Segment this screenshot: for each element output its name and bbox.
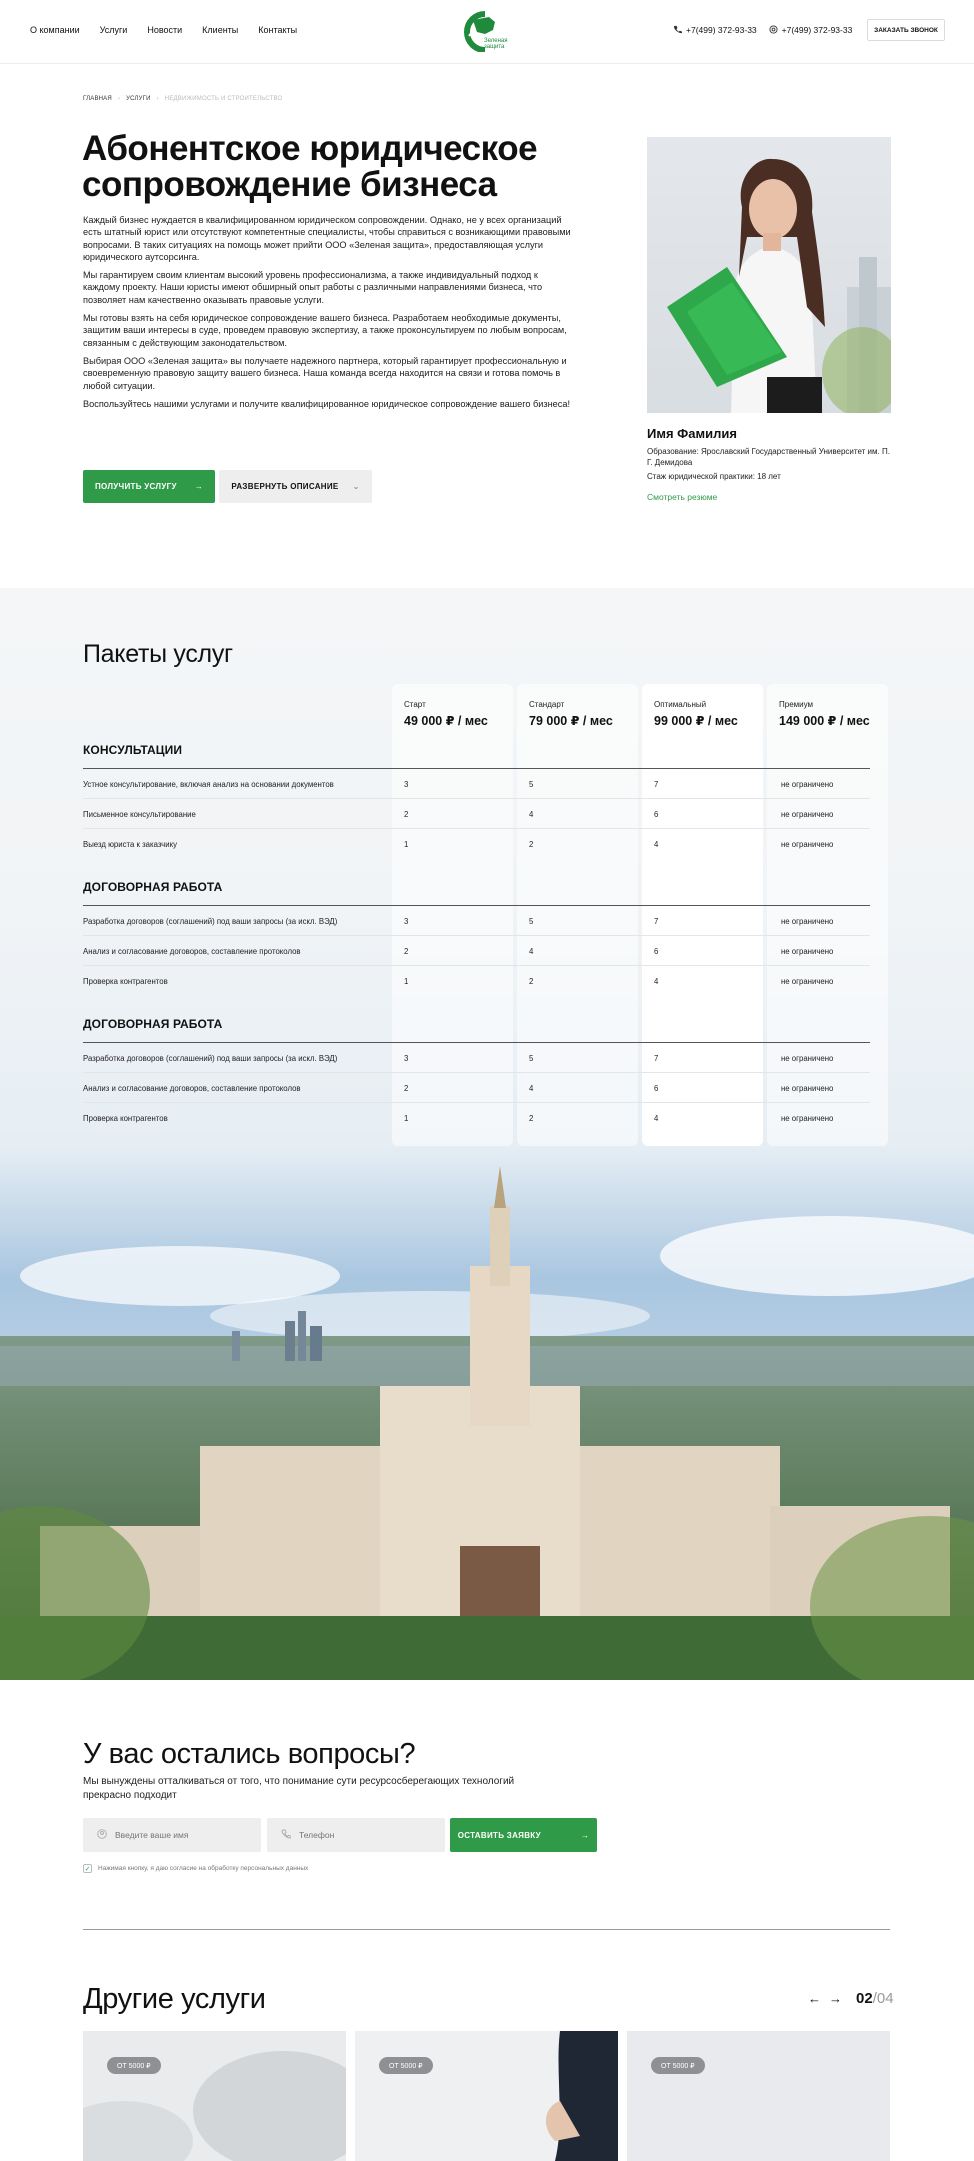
plan-header: [529, 700, 613, 728]
row-value: не ограничено: [781, 1114, 834, 1123]
specialist-portrait-image: [647, 137, 891, 413]
service-description: [83, 214, 573, 416]
table-row: [83, 1043, 870, 1073]
row-label: Анализ и согласование договоров, составление протоколов: [83, 947, 301, 956]
questions-title: У вас остались вопросы?: [83, 1738, 416, 1770]
row-value: не ограничено: [781, 917, 834, 926]
description-paragraph: Каждый бизнес нуждается в квалифицированном юридическом сопровождении. Однако, не у всех организаций есть штатный юрист или отсутствуют компетентные специалисты, чтобы справиться с возникающими правовыми вопросами. В таких ситуациях на помощь может прийти ООО «Зеленая защита», предоставляющая услуги юридического аутсорсинга.: [83, 215, 571, 262]
price-badge: ОТ 5000 ₽: [651, 2057, 705, 2074]
description-paragraph: Мы гарантируем своим клиентам высокий уровень профессионализма, а также индивидуальный подход к каждому проекту. Наши юристы имеют обширный опыт работы с различными направлениями бизнеса, что позволяет нам качественно оказывать правовые услуги.: [83, 270, 543, 305]
description-paragraph: Воспользуйтесь нашими услугами и получите квалифицированное юридическое сопровождение вашего бизнеса!: [83, 398, 571, 409]
page-title: Абонентское юридическое сопровождение бизнеса: [82, 129, 538, 204]
table-row: [83, 906, 870, 936]
row-label: Письменное консультирование: [83, 810, 196, 819]
expand-description-button[interactable]: [219, 470, 372, 503]
plan-price: 49 000 ₽ / мес: [404, 714, 488, 728]
row-value: 7: [654, 780, 659, 789]
service-card-image: [627, 2031, 890, 2161]
row-value: 2: [529, 840, 534, 849]
get-service-label: ПОЛУЧИТЬ УСЛУГУ: [94, 482, 177, 491]
consent-checkbox[interactable]: ✓: [84, 1865, 91, 1873]
row-value: 2: [529, 977, 534, 986]
carousel-pager: [808, 1990, 894, 2007]
row-label: Устное консультирование, включая анализ на основании документов: [83, 780, 334, 789]
row-value: 2: [404, 1084, 409, 1093]
arrow-right-icon: →: [580, 1830, 590, 1840]
order-call-button[interactable]: ЗАКАЗАТЬ ЗВОНОК: [867, 19, 945, 41]
arrow-right-icon[interactable]: →: [829, 1991, 842, 2006]
row-value: 3: [404, 1054, 409, 1063]
plan-header: [404, 700, 488, 728]
specialist-name: Имя Фамилия: [647, 426, 737, 441]
table-row: [83, 829, 870, 859]
specialist-education: Образование: Ярославский Государственный Университет им. П. Г. Демидова: [647, 447, 890, 467]
row-value: не ограничено: [781, 1084, 834, 1093]
phone-secondary-text: +7(499) 372-93-33: [781, 25, 853, 35]
logo-line-2: защита: [484, 44, 505, 50]
breadcrumb-home[interactable]: ГЛАВНАЯ: [83, 96, 112, 102]
row-value: 1: [404, 977, 409, 986]
row-value: 2: [404, 947, 409, 956]
phone-secondary[interactable]: [769, 25, 853, 35]
row-value: 2: [529, 1114, 534, 1123]
row-value: 1: [404, 1114, 409, 1123]
service-card-image: [83, 2031, 346, 2161]
row-value: не ограничено: [781, 780, 834, 789]
nav-news[interactable]: Новости: [147, 25, 183, 35]
consent-checkbox-row: [83, 1864, 308, 1873]
row-value: не ограничено: [781, 810, 834, 819]
specialist-info: [647, 446, 891, 482]
row-label: Разработка договоров (соглашений) под ваши запросы (за искл. ВЭД): [83, 917, 338, 926]
user-icon: [97, 1829, 107, 1841]
arrow-right-icon: →: [194, 482, 204, 491]
row-value: 2: [404, 810, 409, 819]
nav-contacts[interactable]: Контакты: [258, 25, 298, 35]
at-icon: [769, 25, 778, 34]
table-row: [83, 769, 870, 799]
plan-header: [654, 700, 738, 728]
row-value: 4: [654, 840, 659, 849]
row-value: 4: [654, 1114, 659, 1123]
breadcrumb-separator: ›: [117, 96, 121, 102]
logo-line-1: Зеленая: [484, 38, 508, 44]
pager-current: 02: [856, 1990, 873, 2007]
service-card[interactable]: [355, 2031, 618, 2161]
city-panorama-image: [0, 1146, 974, 1680]
table-row: [83, 1103, 870, 1133]
service-card-image: [355, 2031, 618, 2161]
row-value: 5: [529, 1054, 534, 1063]
packages-title: Пакеты услуг: [83, 640, 233, 668]
description-paragraph: Выбирая ООО «Зеленая защита» вы получаете надежного партнера, который гарантирует профессиональную и своевременную правовую защиту вашего бизнеса. Наша команда всегда находится на связи и готова помочь в любой ситуации.: [83, 355, 567, 391]
section-title: ДОГОВОРНАЯ РАБОТА: [83, 880, 223, 894]
get-service-button[interactable]: [83, 470, 215, 503]
plan-price: 149 000 ₽ / мес: [779, 714, 870, 728]
plan-name: Стандарт: [529, 700, 565, 709]
plan-price: 79 000 ₽ / мес: [529, 714, 613, 728]
row-value: 4: [529, 947, 534, 956]
plan-header: [779, 700, 870, 728]
price-badge: ОТ 5000 ₽: [107, 2057, 161, 2074]
name-input[interactable]: [115, 1830, 245, 1840]
row-value: 6: [654, 810, 659, 819]
chevron-down-icon: ⌄: [352, 482, 360, 491]
other-services-title: Другие услуги: [83, 1983, 266, 2015]
breadcrumb-separator: ›: [156, 96, 159, 102]
plan-name: Старт: [404, 700, 426, 709]
row-value: 7: [654, 917, 659, 926]
phone-icon: [281, 1829, 291, 1841]
row-value: 4: [529, 810, 534, 819]
service-card[interactable]: [627, 2031, 890, 2161]
row-value: 7: [654, 1054, 659, 1063]
row-label: Анализ и согласование договоров, составление протоколов: [83, 1084, 301, 1093]
arrow-left-icon[interactable]: ←: [808, 1991, 821, 2006]
breadcrumb-current: НЕДВИЖИМОСТЬ И СТРОИТЕЛЬСТВО: [164, 96, 283, 102]
table-row: [83, 799, 870, 829]
row-value: не ограничено: [781, 947, 834, 956]
row-value: не ограничено: [781, 977, 834, 986]
pager-total: /04: [872, 1990, 894, 2007]
header-contacts: [673, 25, 852, 35]
nav-about[interactable]: О компании: [30, 25, 80, 35]
specialist-photo: [647, 137, 891, 413]
row-value: 6: [654, 1084, 659, 1093]
row-label: Проверка контрагентов: [83, 977, 168, 986]
row-label: Разработка договоров (соглашений) под ваши запросы (за искл. ВЭД): [83, 1054, 338, 1063]
description-paragraph: Мы готовы взять на себя юридическое сопровождение вашего бизнеса. Разработаем необходимые документы, защитим ваши интересы в суде, проведем правовую экспертизу, а также проконсультируем по любым вопросам, связанным с действующим законодательством.: [83, 313, 567, 348]
questions-subtitle: Мы вынуждены отталкиваться от того, что понимание сути ресурсосберегающих технологий прекрасно подходит: [83, 1776, 515, 1801]
phone-primary-text: +7(499) 372-93-33: [686, 25, 757, 35]
section-title: ДОГОВОРНАЯ РАБОТА: [83, 1017, 223, 1031]
row-value: 5: [529, 917, 534, 926]
expand-description-label: РАЗВЕРНУТЬ ОПИСАНИЕ: [231, 482, 339, 491]
section-title: КОНСУЛЬТАЦИИ: [83, 743, 183, 757]
phone-primary[interactable]: [673, 25, 757, 35]
row-label: Проверка контрагентов: [83, 1114, 168, 1123]
row-value: 5: [529, 780, 534, 789]
main-nav: [30, 25, 297, 35]
moscow-university-illustration: [0, 1146, 974, 1680]
breadcrumb-services[interactable]: УСЛУГИ: [126, 96, 151, 102]
table-row: [83, 966, 870, 996]
service-card[interactable]: [83, 2031, 346, 2161]
submit-request-label: ОСТАВИТЬ ЗАЯВКУ: [457, 1830, 541, 1840]
row-value: 6: [654, 947, 659, 956]
row-value: 1: [404, 840, 409, 849]
logo-wordmark: [484, 38, 524, 50]
table-row: [83, 936, 870, 966]
plan-name: Премиум: [779, 700, 814, 709]
consent-text: Нажимая кнопку, я даю согласие на обработку персональных данных: [98, 1865, 309, 1872]
view-resume-link[interactable]: Смотреть резюме: [647, 492, 718, 502]
plan-price: 99 000 ₽ / мес: [654, 714, 738, 728]
site-header: [0, 0, 974, 64]
row-value: 3: [404, 780, 409, 789]
table-row: [83, 1073, 870, 1103]
specialist-experience: Стаж юридической практики: 18 лет: [647, 472, 781, 481]
row-value: 3: [404, 917, 409, 926]
submit-request-button[interactable]: [450, 1818, 597, 1852]
row-label: Выезд юриста к заказчику: [83, 840, 177, 849]
name-field[interactable]: [83, 1818, 261, 1852]
row-value: 4: [529, 1084, 534, 1093]
phone-input[interactable]: [299, 1830, 429, 1840]
row-value: не ограничено: [781, 840, 834, 849]
breadcrumb: [83, 96, 282, 102]
plan-name: Оптимальный: [654, 700, 707, 709]
phone-icon: [673, 25, 682, 34]
phone-field[interactable]: [267, 1818, 445, 1852]
price-badge: ОТ 5000 ₽: [379, 2057, 433, 2074]
row-value: не ограничено: [781, 1054, 834, 1063]
nav-clients[interactable]: Клиенты: [202, 25, 239, 35]
row-value: 4: [654, 977, 659, 986]
nav-services[interactable]: Услуги: [99, 25, 128, 35]
section-divider: [83, 1929, 890, 1930]
